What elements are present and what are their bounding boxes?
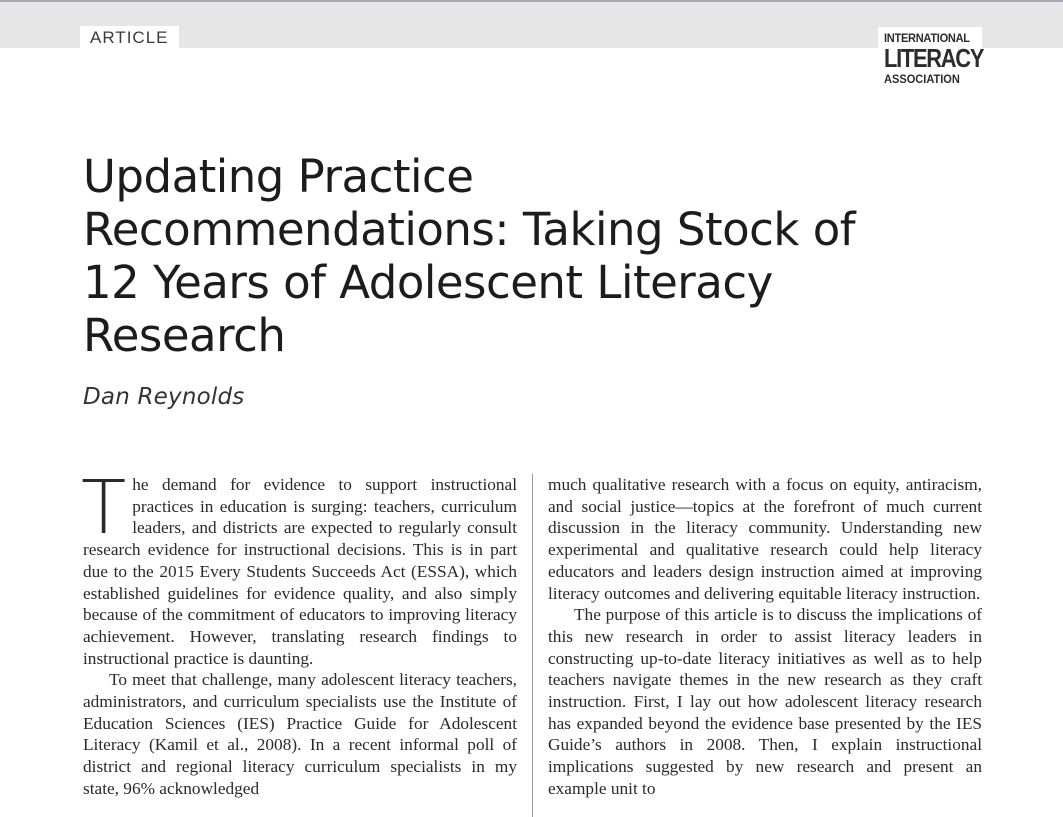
paragraph-2: To meet that challenge, many adolescent literacy teachers, administrators, and curriculum specialists use the Institute of Education Sciences (IES) Practice Guide for Adolescent Literacy (Kamil et al., 2008). In a recent informal poll of district and regional literacy curriculum specialists in my state, 96% acknowledged	[83, 670, 517, 798]
paragraph-1-text: he demand for evidence to support instructional practices in education is surging: teachers, curriculum leaders, and districts are expected to regularly consult research evidence for instructional decisions. This is in part due to the 2015 Every Students Succeeds Act (ESSA), which established guidelines for evidence quality, and also simply because of the commitment of educators to improving literacy achievement. However, translating research findings to instructional practice is daunting.	[83, 475, 517, 668]
article-title: Updating Practice Recommendations: Taking Stock of 12 Years of Adolescent Literacy Research	[83, 150, 856, 362]
logo-line-3: ASSOCIATION	[884, 72, 960, 86]
paragraph-1	[81, 465, 517, 669]
body-column-right	[548, 474, 982, 800]
column-divider	[532, 474, 533, 817]
author-name: Dan Reynolds	[83, 384, 245, 410]
paragraph-4: The purpose of this article is to discuss the implications of this new research in order to assist literacy leaders in constructing up-to-date literacy initiatives as well as to help teachers navigate themes in the new research as they craft instruction. First, I lay out how adolescent literacy research has expanded beyond the evidence base presented by the IES Guide’s authors in 2008. Then, I explain instructional implications suggested by new research and present an example unit to	[548, 605, 982, 798]
logo-line-2: LITERACY	[884, 43, 984, 73]
section-label: ARTICLE	[80, 26, 179, 50]
drop-cap: T	[81, 465, 127, 551]
body-column-left	[81, 465, 517, 800]
ila-logo	[878, 27, 982, 91]
logo-line-1: INTERNATIONAL	[884, 31, 970, 45]
paragraph-3: much qualitative research with a focus on equity, antiracism, and social justice—topics at the forefront of much current discussion in the literacy community. Understanding new experimental and qualitative research could help literacy educators and leaders design instruction aimed at improving literacy outcomes and delivering equitable literacy instruction.	[548, 475, 982, 603]
